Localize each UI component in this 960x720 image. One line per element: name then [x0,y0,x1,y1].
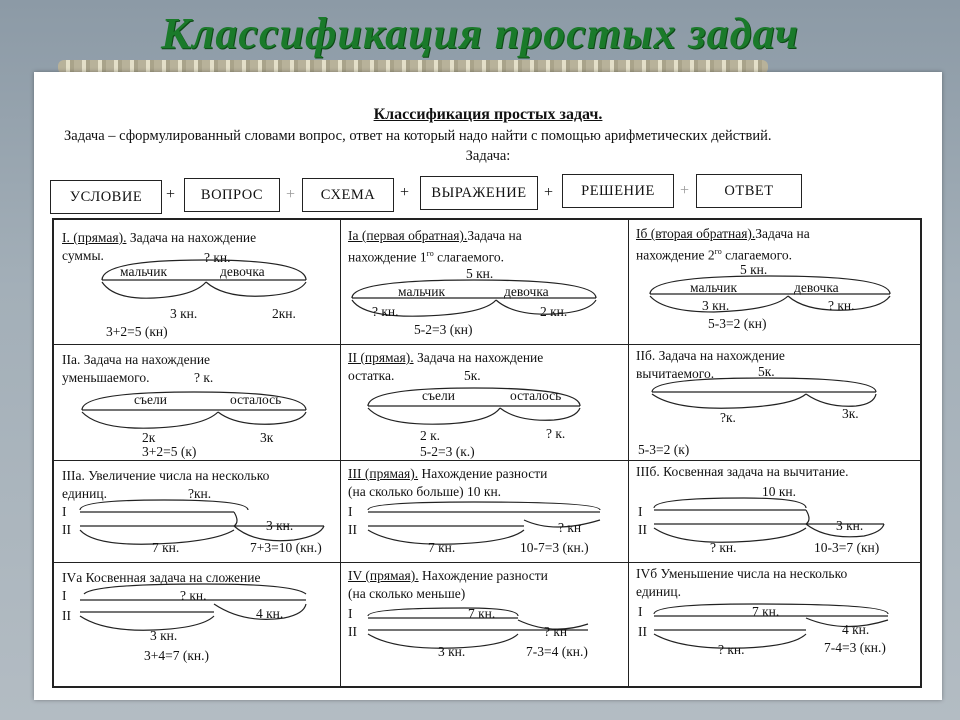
cell-solution: 5-3=2 (к) [638,442,690,457]
cell-title: IIа. Задача на нахождение [62,352,211,367]
part-value-1: ? кн. [372,304,399,319]
part-value-1: ? кн [558,520,582,535]
part-label-a: мальчик [398,284,445,299]
part-value-2: 2кн. [272,306,296,321]
part-value-1: 3 кн. [836,518,864,533]
row-label-1: I [638,504,643,519]
part-label-b: девочка [504,284,549,299]
row-label-2: II [638,522,647,537]
part-label-a: съели [422,388,455,403]
row-label-2: II [638,624,647,639]
part-value-2: 3к. [842,406,859,421]
part-label-b: осталось [230,392,282,407]
part-value-1: 3 кн. [702,298,730,313]
cell-title: IIб. Задача на нахождение [636,348,785,363]
cell-title: I. (прямая). Задача на нахождение [62,230,257,245]
flow-plus: + [166,186,176,203]
flow-box-solution: РЕШЕНИЕ [562,174,674,208]
cell-question: ?кн. [188,486,212,501]
flow-box-question: ВОПРОС [184,178,280,212]
decrease-scheme-bars [54,220,924,690]
part-value-1: 2к [142,430,156,445]
cell-total: 5к. [464,368,481,383]
cell-title: II (прямая). Задача на нахождение [348,350,544,365]
classification-table [52,218,922,688]
cell-title: IV (прямая). Нахождение разности [348,568,548,583]
cell-solution: 3+4=7 (кн.) [144,648,210,663]
cell-solution: 5-3=2 (кн) [708,316,767,331]
cell-line2: остатка. [348,368,395,383]
cell-line2: вычитаемого. [636,366,715,381]
task-definition: Задача – сформулированный словами вопрос, ответ на который надо найти с помощью арифметических действий. [64,128,772,144]
document-heading: Классификация простых задач. [373,106,603,123]
part-value-1: ?к. [720,410,736,425]
part-value-2: 3 кн. [438,644,466,659]
flow-plus: + [544,184,554,201]
cell-total: 5 кн. [466,266,494,281]
flow-box-answer: ОТВЕТ [696,174,802,208]
part-value-1: 2 к. [420,428,441,443]
part-label-a: мальчик [120,264,167,279]
flow-plus: + [286,186,296,203]
cell-solution: 7+3=10 (кн.) [250,540,322,555]
cell-question: ? к. [194,370,214,385]
part-label-b: девочка [794,280,839,295]
cell-title: Iб (вторая обратная).Задача на [636,226,810,241]
part-value-2: 3 кн. [150,628,178,643]
cell-question: ? кн. [204,250,231,265]
cell-line2: суммы. [62,248,104,263]
cell-solution: 7-3=4 (кн.) [526,644,588,659]
flow-box-scheme: СХЕМА [302,178,394,212]
cell-solution: 10-7=3 (кн.) [520,540,589,555]
row-label-2: II [62,608,71,623]
part-value-2: 7 кн. [428,540,456,555]
cell-total: 5к. [758,364,775,379]
slide-title: Классификация простых задач [161,9,799,58]
part-value-1: 4 кн. [256,606,284,621]
part-value-2: 2 кн. [540,304,568,319]
cell-total: 7 кн. [752,604,780,619]
flow-plus: + [400,184,410,201]
cell-total: 7 кн. [468,606,496,621]
part-label-b: осталось [510,388,562,403]
cell-line2: (на сколько меньше) [348,586,466,601]
cell-solution: 5-2=3 (кн) [414,322,473,337]
row-label-2: II [62,522,71,537]
cell-title: IVа Косвенная задача на сложение [62,570,261,585]
cell-line2: единиц. [636,584,681,599]
cell-total: 10 кн. [762,484,797,499]
cell-title: III (прямая). Нахождение разности [348,466,548,481]
row-label-2: II [348,624,357,639]
cell-title: IIIа. Увеличение числа на несколько [62,468,270,483]
part-value-2: ? к. [546,426,566,441]
row-label-1: I [62,504,67,519]
row-label-1: I [638,604,643,619]
flow-box-expression: ВЫРАЖЕНИЕ [420,176,538,210]
cell-total: 5 кн. [740,262,768,277]
part-value-2: ? кн. [710,540,737,555]
flow-plus: + [680,182,690,199]
cell-question: ? кн. [180,588,207,603]
cell-solution: 10-3=7 (кн) [814,540,880,555]
cell-solution: 3+2=5 (кн) [106,324,168,339]
cell-line2: нахождение $1^{го}$ слагаемого. [348,249,504,265]
part-value-1: 4 кн. [842,622,870,637]
cell-solution: 3+2=5 (к) [142,444,197,459]
task-structure-flow [50,174,930,214]
cell-solution: 7-4=3 (кн.) [824,640,886,655]
row-label-1: I [348,606,353,621]
cell-line2: (на сколько больше) 10 кн. [348,484,502,499]
cell-title: IVб Уменьшение числа на несколько [636,566,848,581]
part-value-2: 3к [260,430,274,445]
part-value-1: ? кн [544,624,568,639]
part-value-2: 7 кн. [152,540,180,555]
cell-line2: единиц. [62,486,107,501]
part-value-2: ? кн. [828,298,855,313]
part-label-b: девочка [220,264,265,279]
flow-box-condition: УСЛОВИЕ [50,180,162,214]
row-label-1: I [62,588,67,603]
row-label-1: I [348,504,353,519]
document-page [34,72,942,700]
cell-line2: нахождение $2^{го}$ слагаемого. [636,247,792,263]
part-value-1: 3 кн. [266,518,294,533]
task-label: Задача: [465,148,511,164]
part-label-a: съели [134,392,167,407]
part-label-a: мальчик [690,280,737,295]
part-value-1: 3 кн. [170,306,198,321]
cell-title: IIIб. Косвенная задача на вычитание. [636,464,849,479]
cell-line2: уменьшаемого. [62,370,150,385]
cell-title: Iа (первая обратная).Задача на [348,228,522,243]
part-value-2: ? кн. [718,642,745,657]
cell-solution: 5-2=3 (к.) [420,444,475,459]
row-label-2: II [348,522,357,537]
